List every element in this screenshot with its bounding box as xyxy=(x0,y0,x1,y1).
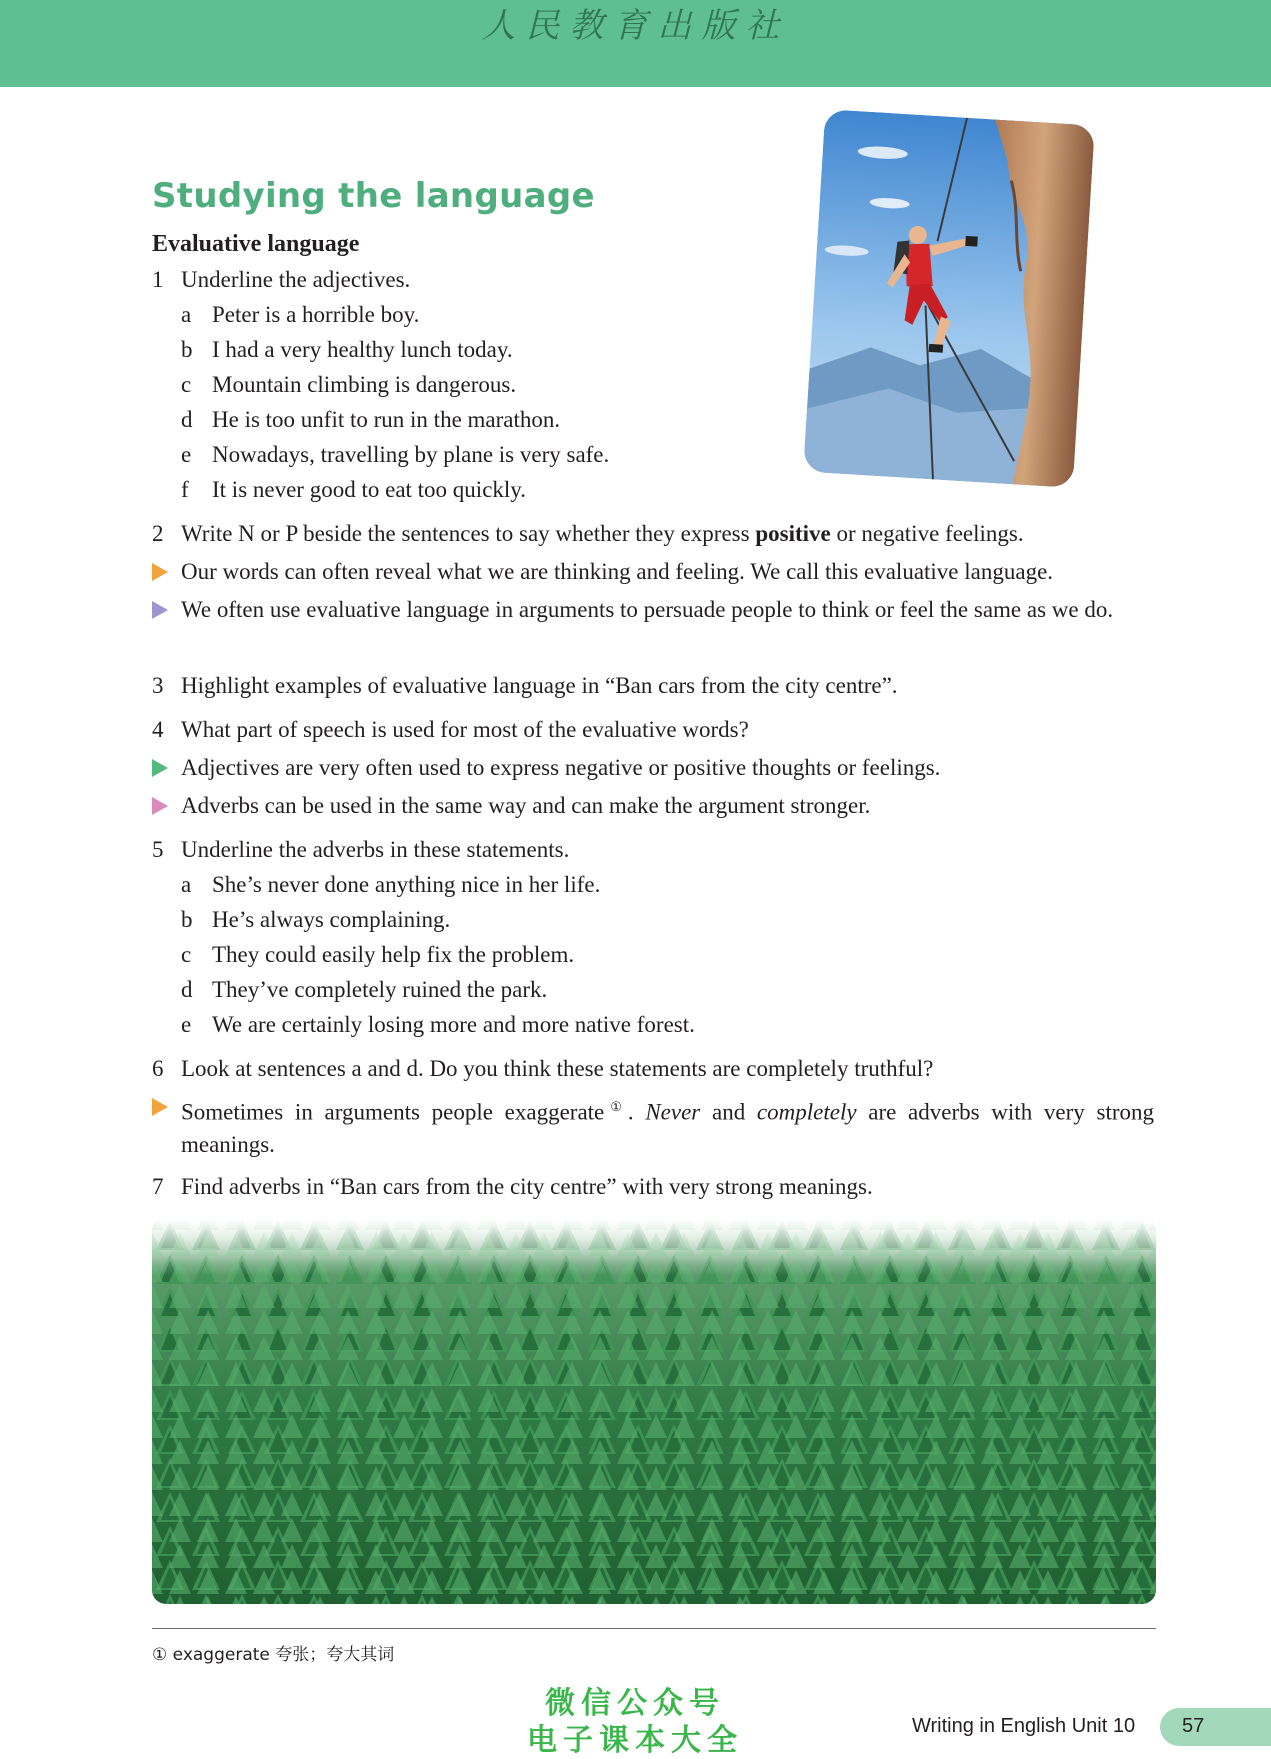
item-letter: c xyxy=(181,942,192,967)
question-number: 1 xyxy=(152,267,164,292)
note-text: We often use evaluative language in arguments to persuade people to think or feel the same as we do. xyxy=(181,597,1114,622)
italic-word: completely xyxy=(756,1099,857,1125)
item-text: He’s always complaining. xyxy=(212,907,451,932)
text-segment: and xyxy=(700,1099,757,1125)
item-text: It is never good to eat too quickly. xyxy=(212,477,527,502)
note-text: Our words can often reveal what we are thinking and feeling. We call this evaluative language. xyxy=(181,559,1054,584)
item-text: Peter is a horrible boy. xyxy=(212,302,420,327)
item-text: They could easily help fix the problem. xyxy=(212,942,575,967)
section-title: Studying the language xyxy=(152,176,595,216)
question-text: What part of speech is used for most of the evaluative words? xyxy=(181,717,749,742)
item-text: Mountain climbing is dangerous. xyxy=(212,372,517,397)
climber-photo xyxy=(803,109,1095,488)
footnote-marker: ① xyxy=(604,1099,628,1114)
watermark-line-1: 微信公众号 xyxy=(545,1686,725,1721)
text-segment: or negative feelings. xyxy=(830,521,1024,546)
question-number: 3 xyxy=(152,673,164,698)
watermark-line-2: 电子课本大全 xyxy=(527,1723,743,1758)
question-text: Highlight examples of evaluative language in “Ban cars from the city centre”. xyxy=(181,673,898,698)
item-letter: d xyxy=(181,407,193,432)
item-letter: e xyxy=(181,1012,192,1037)
note-text: Adjectives are very often used to express negative or positive thoughts or feelings. xyxy=(181,755,941,780)
question-number: 4 xyxy=(152,717,164,742)
item-text: I had a very healthy lunch today. xyxy=(212,337,513,362)
question-number: 6 xyxy=(152,1056,164,1081)
item-text: She’s never done anything nice in her life. xyxy=(212,872,601,897)
question-number: 7 xyxy=(152,1174,164,1199)
question-text: Underline the adverbs in these statements. xyxy=(181,837,570,862)
subheading: Evaluative language xyxy=(152,231,360,257)
question-number: 2 xyxy=(152,521,164,546)
question-text: Underline the adjectives. xyxy=(181,267,411,292)
violet-triangle-icon xyxy=(152,601,168,619)
page-tab xyxy=(1160,1708,1271,1746)
footnote-rule xyxy=(152,1628,1156,1629)
forest-photo xyxy=(152,1218,1156,1604)
item-text: Nowadays, travelling by plane is very safe. xyxy=(212,442,610,467)
item-letter: e xyxy=(181,442,192,467)
footer-title: Writing in English Unit 10 xyxy=(912,1715,1136,1737)
text-segment: Write N or P beside the sentences to say whether they express xyxy=(181,521,756,546)
orange-triangle-icon xyxy=(152,1098,168,1116)
green-triangle-icon xyxy=(152,759,168,777)
note-text: Adverbs can be used in the same way and can make the argument stronger. xyxy=(181,793,871,818)
text-segment: . xyxy=(627,1099,646,1125)
note-text xyxy=(181,1091,1154,1161)
page-number: 57 xyxy=(1182,1715,1205,1737)
question-text xyxy=(181,518,1024,550)
item-text: They’ve completely ruined the park. xyxy=(212,977,548,1002)
question-text: Find adverbs in “Ban cars from the city centre” with very strong meanings. xyxy=(181,1174,873,1199)
item-letter: d xyxy=(181,977,193,1002)
item-letter: b xyxy=(181,907,193,932)
pink-triangle-icon xyxy=(152,797,168,815)
item-letter: c xyxy=(181,372,192,397)
item-letter: f xyxy=(181,477,189,502)
item-text: We are certainly losing more and more native forest. xyxy=(212,1012,695,1037)
item-letter: b xyxy=(181,337,193,362)
footnote xyxy=(152,1640,394,1665)
question-text: Look at sentences a and d. Do you think these statements are completely truthful? xyxy=(181,1056,934,1081)
orange-triangle-icon xyxy=(152,563,168,581)
bold-word: positive xyxy=(755,521,831,546)
italic-word: Never xyxy=(645,1099,701,1125)
text-segment: Sometimes in arguments people exaggerate xyxy=(181,1099,605,1125)
item-letter: a xyxy=(181,302,192,327)
question-number: 5 xyxy=(152,837,164,862)
text-segment: are adverbs with very strong meanings. xyxy=(181,1099,1154,1157)
item-letter: a xyxy=(181,872,192,897)
item-text: He is too unfit to run in the marathon. xyxy=(212,407,561,432)
publisher-logo: 人民教育出版社 xyxy=(481,6,790,46)
footnote-gloss: 夸张；夸大其词 xyxy=(275,1645,395,1665)
footnote-word: exaggerate xyxy=(172,1645,270,1665)
footnote-marker: ① xyxy=(152,1645,168,1665)
